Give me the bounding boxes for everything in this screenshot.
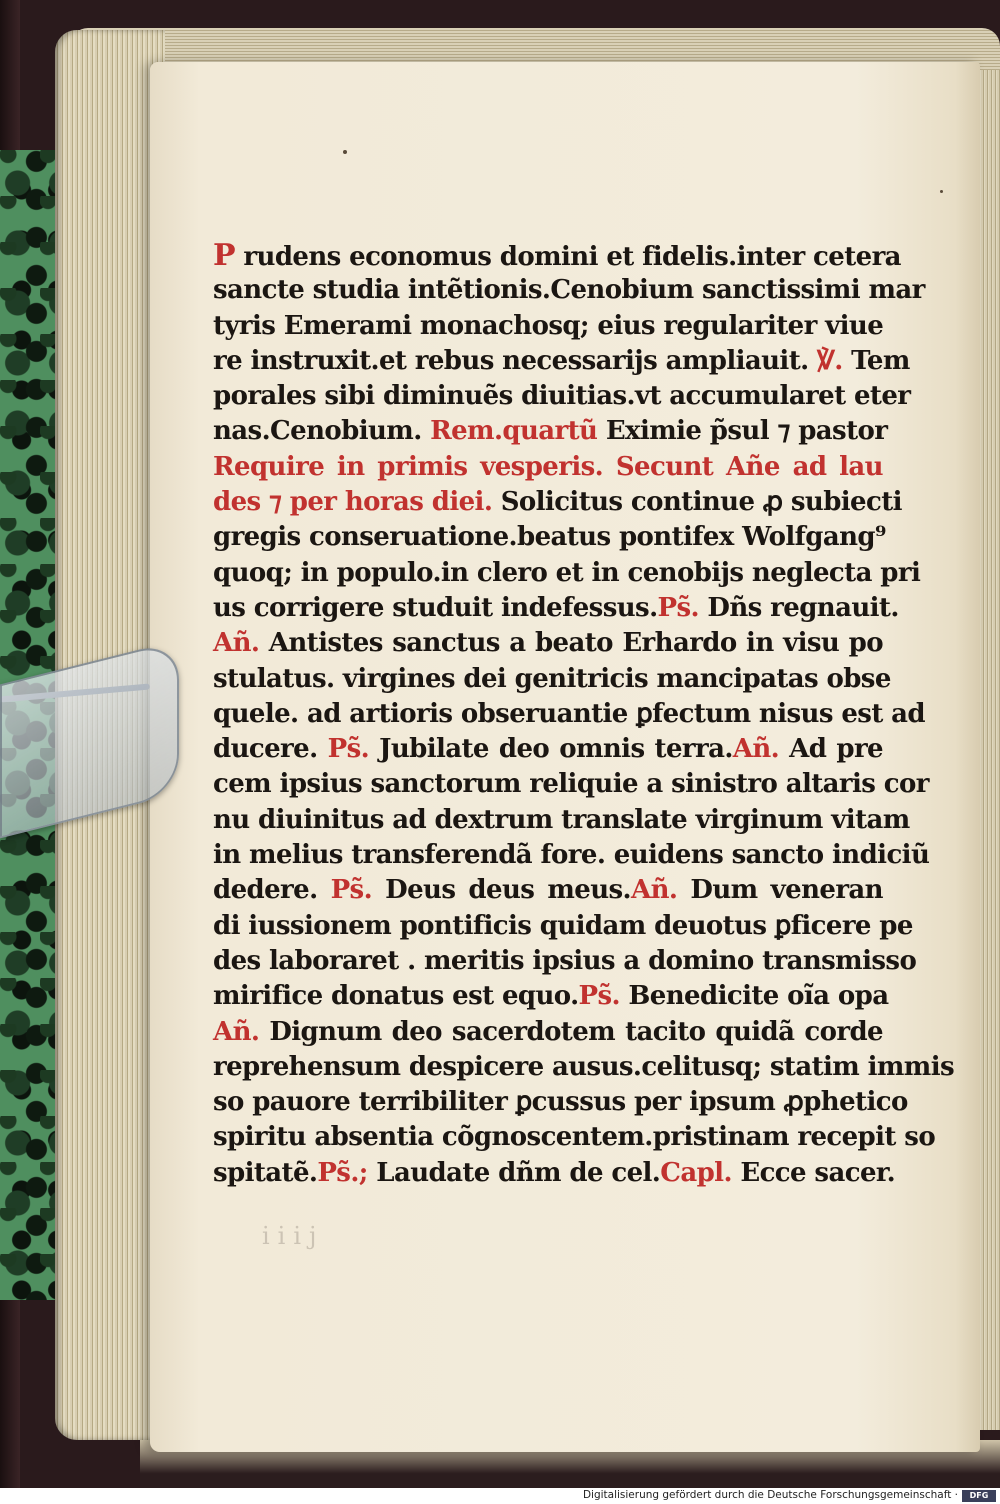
text-line (213, 662, 891, 697)
body-text: Ad pre (779, 734, 883, 765)
body-text: Antistes sanctus a beato Erhardo in visu po (259, 628, 883, 659)
text-line (213, 1015, 883, 1050)
funding-credit: Digitalisierung gefördert durch die Deutsche Forschungsgemeinschaft · (582, 1489, 958, 1501)
text-line (213, 379, 911, 414)
body-text: rudens economus domini et fidelis.inter cetera (234, 242, 901, 272)
body-text: Laudate dñm de cel. (367, 1157, 661, 1188)
body-text: spiritu absentia cõgnoscentem.pristinam recepit so (213, 1122, 936, 1153)
text-line (213, 767, 929, 802)
body-text: gregis conseruatione.beatus pontifex Wolfgang⁹ (213, 522, 886, 553)
text-line (213, 979, 889, 1014)
body-text: re instruxit.et rebus necessarijs ampliauit. (213, 345, 818, 376)
rubric-text: ℣. (817, 345, 843, 376)
body-text: reprehensum despicere ausus.celitusq; statim immis (213, 1051, 955, 1082)
body-text: des laboraret . meritis ipsius a domino transmisso (213, 945, 917, 976)
rubric-text: Ps̃. (657, 592, 699, 623)
body-text: Jubilate deo omnis terra. (369, 734, 733, 765)
body-text: Deus deus meus. (372, 875, 632, 906)
text-line (213, 944, 917, 979)
text-line (213, 1085, 908, 1120)
body-text: di iussionem pontificis quidam deuotus ꝑficere pe (213, 910, 913, 941)
body-text: porales sibi diminuẽs diuitias.vt accumularet eter (213, 381, 911, 412)
text-line (213, 309, 883, 344)
body-text: sancte studia intẽtionis.Cenobium sanctissimi mar (213, 275, 925, 306)
body-text: Eximie p̃sul ⁊ pastor (597, 416, 888, 447)
text-line (213, 1120, 936, 1155)
signature-mark: iiij (262, 1222, 325, 1250)
dfg-logo: DFG (962, 1490, 996, 1502)
rubric-text: Ps̃. (330, 875, 373, 906)
text-line (213, 873, 883, 908)
text-line (213, 591, 899, 626)
rubric-text: Capl. (660, 1157, 732, 1188)
body-text: Dum veneran (677, 875, 883, 906)
body-text: Ecce sacer. (731, 1157, 896, 1188)
rubric-text: Añ. (213, 628, 260, 659)
body-text: nu diuinitus ad dextrum translate virginum vitam (213, 804, 910, 835)
rubric-text: Require in primis vesperis. Secunt Añe ad lau (213, 451, 883, 482)
body-text: ducere. (213, 734, 318, 765)
body-text: tyris Emerami monachosq; eius regulariter viue (213, 310, 884, 341)
text-line (213, 909, 913, 944)
body-text: stulatus. virgines dei genitricis mancipatas obse (213, 663, 891, 694)
rubric-text: des ⁊ per horas diei. (213, 487, 493, 518)
text-line (213, 803, 910, 838)
body-text: mirifice donatus est equo. (213, 981, 579, 1012)
text-line (213, 273, 925, 308)
rubric-text: Añ. (732, 734, 780, 765)
rubric-text: Rem.quartũ (430, 416, 598, 447)
text-line (213, 838, 930, 873)
body-text: Dñs regnauit. (698, 592, 899, 623)
body-text: us corrigere studuit indefessus. (213, 592, 658, 623)
rubric-text: Ps̃.; (317, 1157, 368, 1188)
text-line (213, 414, 888, 449)
body-text: in melius transferendã fore. euidens sancto indiciũ (213, 840, 930, 871)
body-text: Dignum deo sacerdotem tacito quidã corde (259, 1016, 883, 1047)
text-line (213, 520, 886, 555)
text-line (213, 344, 910, 379)
text-line (213, 556, 921, 591)
initial-letter: P (213, 238, 235, 273)
text-line (213, 732, 883, 767)
body-text: Solicitus continue ꝓ subiecti (492, 487, 902, 518)
text-line (213, 1050, 955, 1085)
body-text: dedere. (213, 875, 331, 906)
text-line (213, 485, 902, 520)
body-text: spitatẽ. (213, 1157, 318, 1188)
body-text: quele. ad artioris obseruantie ꝑfectum nisus est ad (213, 698, 926, 729)
body-text: nas.Cenobium. (213, 416, 431, 447)
rubric-text: Ps̃. (578, 981, 620, 1012)
rubric-text: Ps̃. (317, 734, 370, 765)
text-line (213, 697, 926, 732)
text-line (213, 450, 883, 485)
text-block (213, 238, 955, 1191)
body-text: so pauore terribiliter ꝑcussus per ipsum ꝓphetico (213, 1087, 908, 1118)
body-text: Benedicite oĩa opa (619, 981, 889, 1012)
body-text: Tem (842, 345, 910, 376)
text-line (213, 1156, 896, 1191)
body-text: quoq; in populo.in clero et in cenobijs neglecta pri (213, 557, 921, 588)
text-line (213, 238, 901, 273)
text-line (213, 626, 883, 661)
body-text: cem ipsius sanctorum reliquie a sinistro altaris cor (213, 769, 929, 800)
rubric-text: Añ. (213, 1016, 260, 1047)
rubric-text: Añ. (631, 875, 678, 906)
